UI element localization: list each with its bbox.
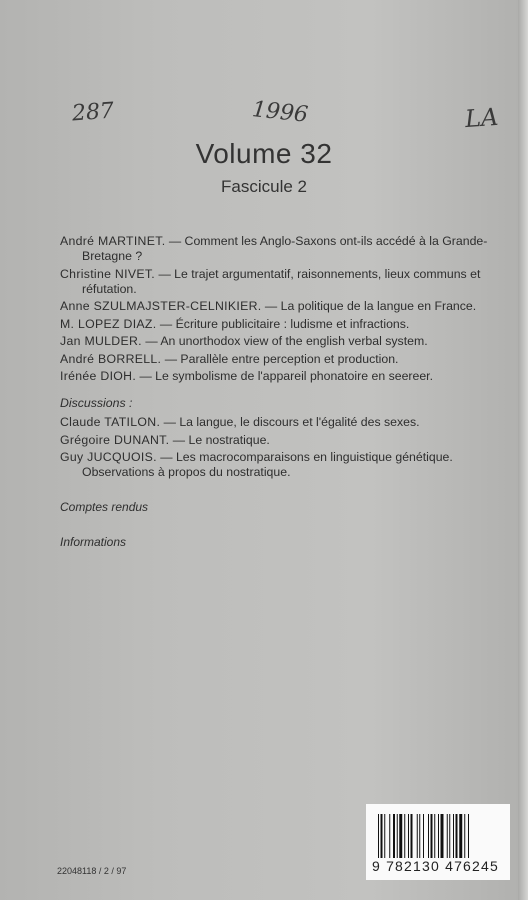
article-title: — Le trajet argumentatif, raisonnements, lieux communs et réfutation. [82,266,481,296]
barcode-bar [423,814,424,858]
barcode-bar [449,814,450,858]
article-author: Christine NIVET. [60,266,156,281]
article-entry [60,352,500,367]
cover-edge [518,0,528,900]
article-author: Anne SZULMAJSTER-CELNIKIER. [60,299,262,313]
article-title: — Parallèle entre perception et production. [164,351,399,366]
barcode-bar [419,814,420,858]
article-title: — La politique de la langue en France. [264,299,477,313]
barcode-bar [468,814,469,858]
barcode-bar [456,814,458,858]
article-entry [60,299,500,314]
barcode-bar [393,814,395,858]
barcode-bar [378,814,379,858]
article-author: André MARTINET. [60,234,166,248]
discussion-title: — Les macrocomparaisons en linguistique génétique. Observations à propos du nostratique. [82,450,453,479]
discussion-entry [60,415,500,430]
barcode-bar [428,814,429,858]
discussion-author: Claude TATILON. [60,415,161,429]
article-author: M. LOPEZ DIAZ. [60,316,157,331]
discussion-author: Grégoire DUNANT. [60,432,170,447]
barcode-label [366,804,510,880]
article-title: — Écriture publicitaire : ludisme et infractions. [159,316,410,331]
barcode-bar [411,814,413,858]
barcode-bar [417,814,418,858]
article-entry [60,317,500,332]
barcode-bar [447,814,448,858]
article-entry [60,234,500,264]
article-author: Irénée DIOH. [60,369,137,383]
article-title: — Le symbolisme de l'appareil phonatoire en seereer. [139,369,434,383]
discussion-entry [60,450,500,480]
barcode-bar [397,814,398,858]
catalog-code: 22048118 / 2 / 97 [57,866,127,876]
barcode-bar [431,814,433,858]
barcode-bar [441,814,444,858]
article-author: Jan MULDER. [60,334,142,348]
discussion-author: Guy JUCQUOIS. [60,450,157,464]
handwritten-note-right: LA [464,102,500,134]
barcode-number: 9 782130 476245 [372,858,499,874]
barcode-bar [389,814,390,858]
comptes-rendus-heading: Comptes rendus [60,500,149,514]
article-entry [60,334,500,349]
barcode-bar [453,814,454,858]
barcode-bar [408,814,409,858]
barcode-bar [381,814,383,858]
handwritten-note-center: 1996 [250,97,310,128]
article-title: — An unorthodox view of the english verbal system. [145,334,428,348]
article-author: André BORRELL. [60,351,162,366]
fascicule-title: Fascicule 2 [221,177,307,196]
barcode-bars [378,814,502,858]
discussion-title: — La langue, le discours et l'égalité des sexes. [163,415,420,429]
informations-heading: Informations [60,535,127,549]
barcode-bar [434,814,435,858]
discussion-title: — Le nostratique. [172,432,270,447]
table-of-contents [60,234,500,550]
article-title: — Comment les Anglo-Saxons ont-ils accédé à la Grande-Bretagne ? [82,234,488,263]
barcode-bar [438,814,439,858]
barcode-bar [384,814,385,858]
volume-title: Volume 32 [195,138,333,169]
barcode-bar [464,814,465,858]
barcode-bar [459,814,462,858]
discussion-entry [60,433,500,448]
article-entry [60,267,500,297]
barcode-bar [399,814,402,858]
article-entry [60,369,500,384]
discussions-heading: Discussions : [60,396,133,410]
barcode-bar [404,814,405,858]
handwritten-note-left: 287 [71,98,115,127]
